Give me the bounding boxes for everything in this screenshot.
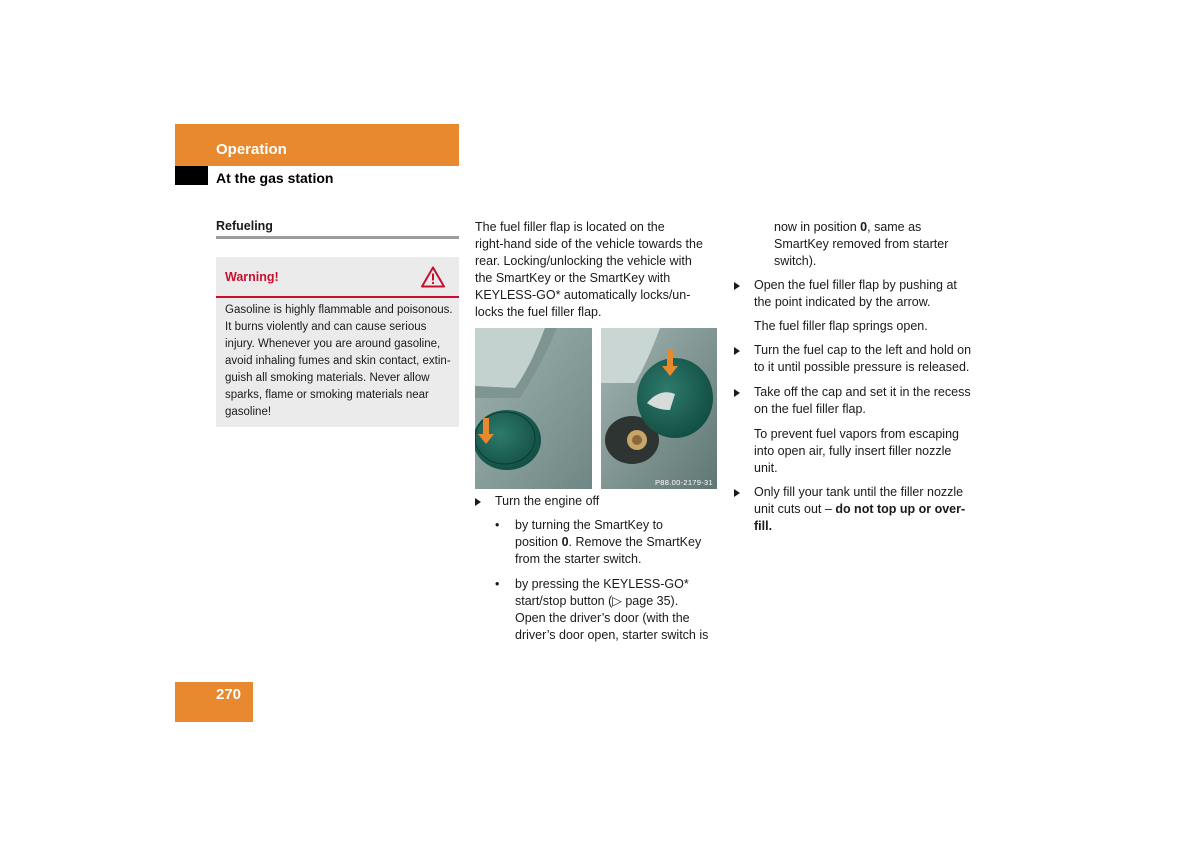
step-arrow-icon: [734, 282, 740, 290]
step-arrow-icon: [734, 389, 740, 397]
warning-heading: Warning!: [225, 270, 279, 284]
step-fill-tank: Only fill your tank until the filler nozzle unit cuts out – do not top up or over- fill.: [734, 484, 984, 535]
bullet-continuation: now in position 0, same as SmartKey removed from starter switch).: [774, 220, 949, 268]
step-turn-cap: Turn the fuel cap to the left and hold on to it until possible pressure is released.: [734, 342, 984, 376]
warning-triangle-icon: [421, 266, 445, 288]
section-divider: [216, 236, 459, 239]
step-arrow-icon: [734, 347, 740, 355]
figure-caption: P88.00-2179-31: [655, 478, 713, 487]
warning-box: [216, 257, 459, 427]
page-number: 270: [216, 686, 242, 703]
bullet-smartkey: • by turning the SmartKey to position 0. Remove the SmartKey from the starter switch.: [495, 518, 702, 566]
section-tab-marker: [175, 166, 208, 185]
step-arrow-icon: [475, 498, 481, 506]
chapter-title: Operation: [216, 141, 287, 158]
warning-text: Gasoline is highly flammable and poisonous. It burns violently and can cause serious injury. Whenever you are around gasoline, avoid inhaling fumes and skin contact, extin- guish all smoking materials. Never allow sparks, flame or smoking materials near gasoline!: [225, 304, 453, 418]
step-open-flap: Open the fuel filler flap by pushing at the point indicated by the arrow.: [734, 277, 984, 311]
intro-paragraph: The fuel filler flap is located on the right-hand side of the vehicle towards the rear. Locking/unlocking the vehicle with the SmartKey or the SmartKey with KEYLESS-GO* automatically locks/un- locks the fuel filler flap.: [475, 220, 703, 319]
bullet-dot-icon: •: [495, 518, 500, 532]
page-number-box: [175, 682, 253, 722]
fuel-flap-photo: [475, 328, 717, 489]
step-turn-engine-off: Turn the engine off: [475, 493, 720, 510]
bullet-keyless-go: • by pressing the KEYLESS-GO* start/stop button (▷ page 35). Open the driver’s door (with the driver’s door open, starter switch is: [495, 577, 709, 642]
step-remove-cap: Take off the cap and set it in the recess on the fuel filler flap.: [734, 384, 984, 418]
step-arrow-icon: [734, 489, 740, 497]
result-flap-opens: The fuel filler flap springs open.: [754, 319, 928, 333]
result-fuel-vapors: To prevent fuel vapors from escaping into open air, fully insert filler nozzle unit.: [754, 427, 959, 475]
section-title: Refueling: [216, 219, 273, 233]
fuel-flap-illustration: [475, 328, 717, 489]
bullet-dot-icon: •: [495, 577, 500, 591]
warning-rule: [216, 296, 459, 298]
section-subtitle: At the gas station: [216, 170, 334, 186]
